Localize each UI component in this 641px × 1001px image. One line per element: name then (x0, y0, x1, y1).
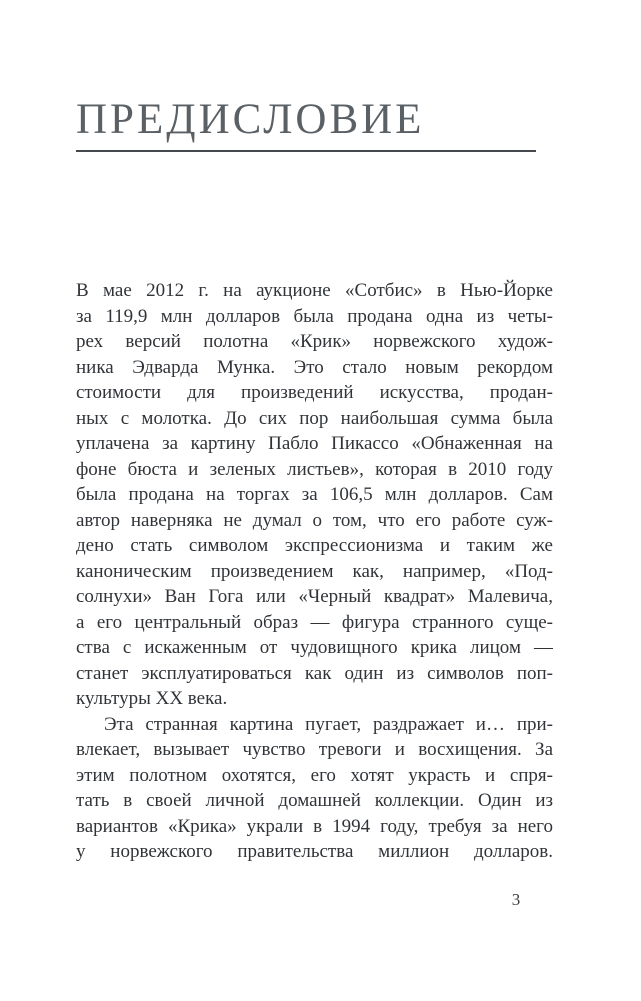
text-line: ных с молотка. До сих пор наибольшая сумма была (76, 407, 553, 429)
text-line: каноническим произведением как, например, «Под- (76, 560, 553, 582)
text-line: влекает, вызывает чувство тревоги и восхищения. За (76, 739, 553, 760)
body-text (76, 278, 553, 865)
text-line: солнухи» Ван Гога или «Черный квадрат» Малевича, (76, 586, 553, 607)
text-line: В мае 2012 г. на аукционе «Сотбис» в Нью-Йорке (76, 280, 553, 301)
text-line: за 119,9 млн долларов была продана одна из четы- (76, 305, 553, 327)
text-line: рех версий полотна «Крик» норвежского худож- (76, 331, 553, 352)
text-line: тать в своей личной домашней коллекции. Один из (76, 790, 553, 811)
text-line: культуры XX века. (76, 688, 228, 709)
text-line: у норвежского правительства миллион долларов. (76, 841, 553, 862)
paragraph (76, 278, 553, 712)
page-number: 3 (511, 890, 521, 909)
text-line: этим полотном охотятся, его хотят украсть и спря- (76, 764, 553, 786)
text-line: станет эксплуатироваться как один из символов поп- (76, 662, 553, 684)
text-line: фоне бюста и зеленых листьев», которая в 2010 году (76, 458, 553, 480)
text-line: стоимости для произведений искусства, продан- (76, 382, 553, 403)
text-line: Эта странная картина пугает, раздражает и… при- (104, 713, 553, 735)
text-line: ника Эдварда Мунка. Это стало новым рекордом (76, 356, 553, 378)
text-line: ства с искаженным от чудовищного крика лицом — (76, 637, 553, 658)
text-line: уплачена за картину Пабло Пикассо «Обнаженная на (76, 433, 553, 454)
heading-rule (76, 150, 536, 152)
text-line: а его центральный образ — фигура странного суще- (76, 611, 553, 633)
text-line: дено стать символом экспрессионизма и таким же (76, 535, 553, 556)
chapter-heading: ПРЕДИСЛОВИЕ (76, 96, 425, 143)
paragraph (76, 712, 553, 865)
text-line: вариантов «Крика» украли в 1994 году, требуя за него (76, 815, 553, 837)
text-line: была продана на торгах за 106,5 млн долларов. Сам (76, 484, 553, 505)
text-line: автор наверняка не думал о том, что его работе суж- (76, 509, 553, 531)
